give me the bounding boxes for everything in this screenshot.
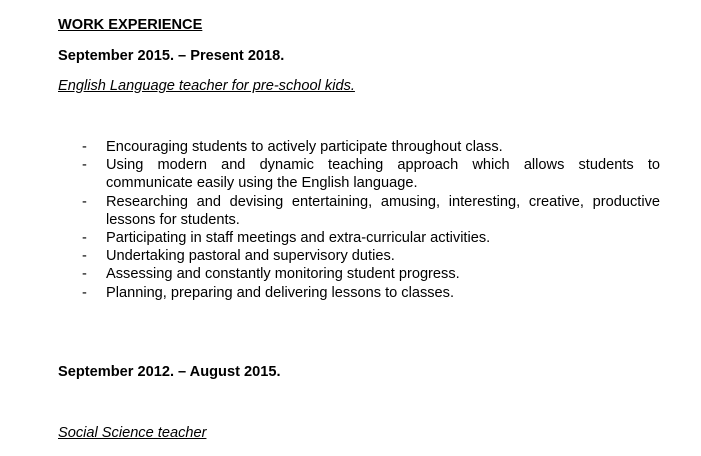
bullet: - (82, 157, 87, 174)
section-title: WORK EXPERIENCE (58, 17, 203, 33)
duty-text: Researching and devising entertaining, amusing, interesting, creative, productive lessons for students. (106, 193, 660, 228)
list-item (82, 284, 660, 302)
bullet: - (82, 139, 87, 155)
job-period: September 2012. – August 2015. (58, 364, 281, 380)
duty-text: Encouraging students to actively participate throughout class. (106, 139, 503, 155)
duty-text: Planning, preparing and delivering lessons to classes. (106, 284, 455, 301)
duty-text: Using modern and dynamic teaching approach which allows students to communicate easily using the English language. (106, 157, 660, 192)
bullet: - (82, 284, 87, 301)
list-item (82, 156, 660, 192)
job-role: English Language teacher for pre-school kids. (58, 78, 355, 94)
duties-list (82, 138, 660, 302)
duty-text: Undertaking pastoral and supervisory duties. (106, 248, 395, 265)
bullet: - (82, 248, 87, 265)
job-role: Social Science teacher (58, 425, 207, 441)
list-item (82, 229, 660, 247)
list-item (82, 247, 660, 265)
duty-text: Assessing and constantly monitoring student progress. (106, 266, 460, 283)
bullet: - (82, 266, 87, 283)
bullet: - (82, 193, 87, 210)
list-item (82, 193, 660, 229)
duty-text: Participating in staff meetings and extra-curricular activities. (106, 230, 491, 247)
list-item (82, 265, 660, 283)
bullet: - (82, 230, 87, 247)
job-period: September 2015. – Present 2018. (58, 48, 285, 64)
list-item (82, 138, 660, 156)
